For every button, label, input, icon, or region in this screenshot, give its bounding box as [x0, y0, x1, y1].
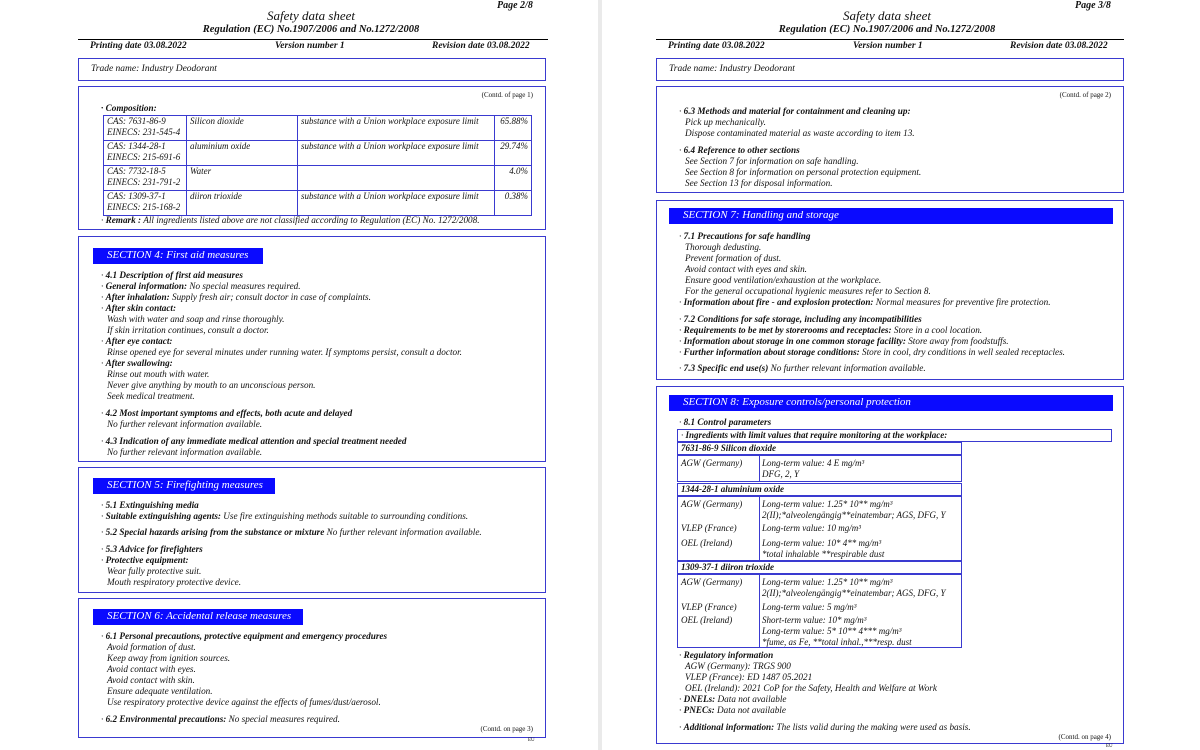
text-line: Avoid formation of dust. [107, 642, 196, 652]
exposure-country: AGW (Germany) [681, 577, 743, 587]
text-line: · Suitable extinguishing agents: Use fire extinguishing methods suitable to surrounding conditions. [101, 511, 469, 521]
text-line: Wear fully protective suit. [107, 566, 202, 576]
text-line: · 6.1 Personal precautions, protective equipment and emergency procedures [101, 631, 388, 641]
note-cell: substance with a Union workplace exposure limit [298, 191, 495, 216]
substance-cell: aluminium oxide [187, 141, 298, 166]
text-line: · PNECs: Data not available [679, 705, 786, 715]
exposure-country: AGW (Germany) [681, 458, 743, 468]
exposure-country: OEL (Ireland) [681, 615, 733, 625]
substance-cell: diiron trioxide [187, 191, 298, 216]
text-line: · 5.2 Special hazards arising from the substance or mixture No further relevant information available. [101, 527, 482, 537]
limit-values-header: · Ingredients with limit values that require monitoring at the workplace: [677, 429, 1112, 442]
exposure-value: Long-term value: 5 mg/m³ [762, 602, 857, 612]
text-line: For the general occupational hygienic measures refer to Section 8. [685, 286, 931, 296]
text-line: · 4.3 Indication of any immediate medical attention and special treatment needed [101, 436, 407, 446]
text-line: Seek medical treatment. [107, 391, 195, 401]
exposure-country: VLEP (France) [681, 523, 737, 533]
composition-box [78, 86, 546, 230]
text-line: · After inhalation: Supply fresh air; consult doctor in case of complaints. [101, 292, 371, 302]
section-7-box [656, 200, 1124, 380]
version-number: Version number 1 [275, 41, 345, 51]
text-line: · Information about fire - and explosion protection: Normal measures for preventive fire protection. [679, 297, 1051, 307]
note-cell: substance with a Union workplace exposure limit [298, 141, 495, 166]
text-line: Pick up mechanically. [685, 117, 766, 127]
text-line: Rinse opened eye for several minutes under running water. If symptoms persist, consult a doctor. [107, 347, 462, 357]
sds-page-3 [602, 0, 1200, 750]
exposure-note: *total inhalable **respirable dust [762, 549, 885, 559]
text-line: Rinse out mouth with water. [107, 369, 210, 379]
text-line: · 4.2 Most important symptoms and effects, both acute and delayed [101, 408, 353, 418]
percent-cell: 65.88% [495, 116, 532, 141]
text-line: · 8.1 Control parameters [679, 417, 772, 427]
note-cell [298, 166, 495, 191]
trade-name: Trade name: Industry Deodorant [91, 64, 217, 74]
text-line: Thorough dedusting. [685, 242, 762, 252]
page-number: Page 2/8 [497, 0, 533, 11]
printing-date: Printing date 03.08.2022 [668, 41, 765, 51]
section-8-box [656, 386, 1124, 744]
exposure-row [677, 574, 962, 648]
text-line: · 4.1 Description of first aid measures [101, 270, 243, 280]
document-title: Safety data sheet [266, 8, 356, 23]
text-line: · 6.3 Methods and material for containment and cleaning up: [679, 106, 911, 116]
text-line: Ensure good ventilation/exhaustion at the workplace. [685, 275, 882, 285]
exposure-value: Long-term value: 1.25* 10** mg/m³ [762, 499, 893, 509]
section-8-heading: SECTION 8: Exposure controls/personal protection [669, 395, 1113, 411]
exposure-value: Short-term value: 10* mg/m³ [762, 615, 867, 625]
text-line: If skin irritation continues, consult a doctor. [107, 325, 269, 335]
substance-header: 1309-37-1 diiron trioxide [677, 561, 962, 574]
text-line: · DNELs: Data not available [679, 694, 787, 704]
version-number: Version number 1 [853, 41, 923, 51]
text-line: Dispose contaminated material as waste according to item 13. [685, 128, 915, 138]
exposure-note: *fume, as Fe, **total inhal.,***resp. dust [762, 637, 912, 647]
exposure-row [677, 455, 962, 482]
section-4-heading: SECTION 4: First aid measures [93, 248, 263, 264]
text-line: · Additional information: The lists valid during the making were used as basis. [679, 722, 971, 732]
text-line: · Information about storage in one common storage facility: Store away from foodstuffs. [679, 336, 1009, 346]
substance-cell: Water [187, 166, 298, 191]
page-number: Page 3/8 [1075, 0, 1111, 11]
section-6-box [78, 598, 546, 738]
text-line: · Requirements to be met by storerooms and receptacles: Store in a cool location. [679, 325, 983, 335]
text-line: Wash with water and soap and rinse thoroughly. [107, 314, 285, 324]
text-line: Never give anything by mouth to an unconscious person. [107, 380, 316, 390]
section-6-continued-box [656, 86, 1124, 193]
exposure-value: Long-term value: 10* 4** mg/m³ [762, 538, 882, 548]
composition-label: · Composition: [101, 103, 157, 113]
exposure-value: Long-term value: 4 E mg/m³ [762, 458, 865, 468]
text-line: See Section 13 for disposal information. [685, 178, 833, 188]
table-row [104, 141, 532, 166]
text-line: · Protective equipment: [101, 555, 189, 565]
revision-date: Revision date 03.08.2022 [432, 41, 530, 51]
table-row [104, 166, 532, 191]
cas-cell: CAS: 1309-37-1 EINECS: 215-168-2 [104, 191, 187, 216]
text-line: Use respiratory protective device against the effects of fumes/dust/aerosol. [107, 697, 381, 707]
exposure-row [677, 496, 962, 561]
footer-code: EU [528, 738, 535, 743]
trade-name: Trade name: Industry Deodorant [669, 64, 795, 74]
remark: · Remark : All ingredients listed above are not classified according to Regulation (EC) No. 1272/2008. [101, 215, 480, 225]
text-line: · 7.3 Specific end use(s) No further relevant information available. [679, 363, 926, 373]
text-line: No further relevant information available. [107, 447, 263, 457]
text-line: Keep away from ignition sources. [107, 653, 231, 663]
text-line: Mouth respiratory protective device. [107, 577, 242, 587]
cas-cell: CAS: 7631-86-9 EINECS: 231-545-4 [104, 116, 187, 141]
exposure-value: Long-term value: 1.25* 10** mg/m³ [762, 577, 893, 587]
text-line: · 6.4 Reference to other sections [679, 145, 800, 155]
cas-cell: CAS: 1344-28-1 EINECS: 215-691-6 [104, 141, 187, 166]
continued-from-note: (Contd. of page 2) [1059, 91, 1111, 99]
exposure-note: 2(II);*alveolengängig**einatembar; AGS, DFG, Y [762, 510, 946, 520]
percent-cell: 4.0% [495, 166, 532, 191]
exposure-country: OEL (Ireland) [681, 538, 733, 548]
exposure-country: AGW (Germany) [681, 499, 743, 509]
text-line: Avoid contact with skin. [107, 675, 195, 685]
table-row [104, 191, 532, 216]
percent-cell: 29.74% [495, 141, 532, 166]
percent-cell: 0.38% [495, 191, 532, 216]
revision-date: Revision date 03.08.2022 [1010, 41, 1108, 51]
note-cell: substance with a Union workplace exposure limit [298, 116, 495, 141]
substance-header: 1344-28-1 aluminium oxide [677, 483, 962, 496]
exposure-value: Long-term value: 10 mg/m³ [762, 523, 861, 533]
header-rule [78, 39, 548, 40]
section-6-heading: SECTION 6: Accidental release measures [93, 609, 303, 625]
text-line: Ensure adequate ventilation. [107, 686, 213, 696]
trade-name-box [78, 58, 546, 81]
exposure-note: DFG, 2, Y [762, 469, 800, 479]
section-7-heading: SECTION 7: Handling and storage [669, 208, 1113, 224]
text-line: Avoid contact with eyes. [107, 664, 196, 674]
section-4-box [78, 236, 546, 462]
substance-header: 7631-86-9 Silicon dioxide [677, 442, 962, 455]
text-line: · Further information about storage conditions: Store in cool, dry conditions in well sealed receptacles. [679, 347, 1065, 357]
text-line: No further relevant information available. [107, 419, 263, 429]
text-line: OEL (Ireland): 2021 CoP for the Safety, Health and Welfare at Work [685, 683, 937, 693]
text-line: · 6.2 Environmental precautions: No special measures required. [101, 714, 340, 724]
text-line: · 7.2 Conditions for safe storage, including any incompatibilities [679, 314, 922, 324]
trade-name-box [656, 58, 1124, 81]
header-rule [656, 39, 1124, 40]
text-line: See Section 8 for information on personal protection equipment. [685, 167, 922, 177]
text-line: · After skin contact: [101, 303, 177, 313]
text-line: · After swallowing: [101, 358, 173, 368]
text-line: Avoid contact with eyes and skin. [685, 264, 807, 274]
regulation-subtitle: Regulation (EC) No.1907/2006 and No.1272/2008 [778, 24, 996, 35]
exposure-value: Long-term value: 5* 10** 4*** mg/m³ [762, 626, 902, 636]
composition-table [103, 115, 532, 216]
document-title: Safety data sheet [842, 8, 932, 23]
cas-cell: CAS: 7732-18-5 EINECS: 231-791-2 [104, 166, 187, 191]
text-line: · General information: No special measures required. [101, 281, 301, 291]
continued-on-note: (Contd. on page 3) [480, 725, 533, 733]
section-5-heading: SECTION 5: Firefighting measures [93, 478, 275, 494]
text-line: · 7.1 Precautions for safe handling [679, 231, 811, 241]
text-line: · 5.1 Extinguishing media [101, 500, 199, 510]
continued-from-note: (Contd. of page 1) [481, 91, 533, 99]
text-line: VLEP (France): ED 1487 05.2021 [685, 672, 813, 682]
printing-date: Printing date 03.08.2022 [90, 41, 187, 51]
substance-cell: Silicon dioxide [187, 116, 298, 141]
text-line: AGW (Germany): TRGS 900 [685, 661, 791, 671]
regulation-subtitle: Regulation (EC) No.1907/2006 and No.1272/2008 [202, 24, 420, 35]
footer-code: EU [1106, 744, 1113, 749]
text-line: · Regulatory information [679, 650, 774, 660]
table-row [104, 116, 532, 141]
sds-page-2 [0, 0, 598, 750]
text-line: Prevent formation of dust. [685, 253, 782, 263]
text-line: · 5.3 Advice for firefighters [101, 544, 203, 554]
text-line: · After eye contact: [101, 336, 173, 346]
section-5-box [78, 467, 546, 593]
continued-on-note: (Contd. on page 4) [1058, 733, 1111, 741]
exposure-note: 2(II);*alveolengängig**einatembar; AGS, DFG, Y [762, 588, 946, 598]
text-line: See Section 7 for information on safe handling. [685, 156, 859, 166]
exposure-country: VLEP (France) [681, 602, 737, 612]
